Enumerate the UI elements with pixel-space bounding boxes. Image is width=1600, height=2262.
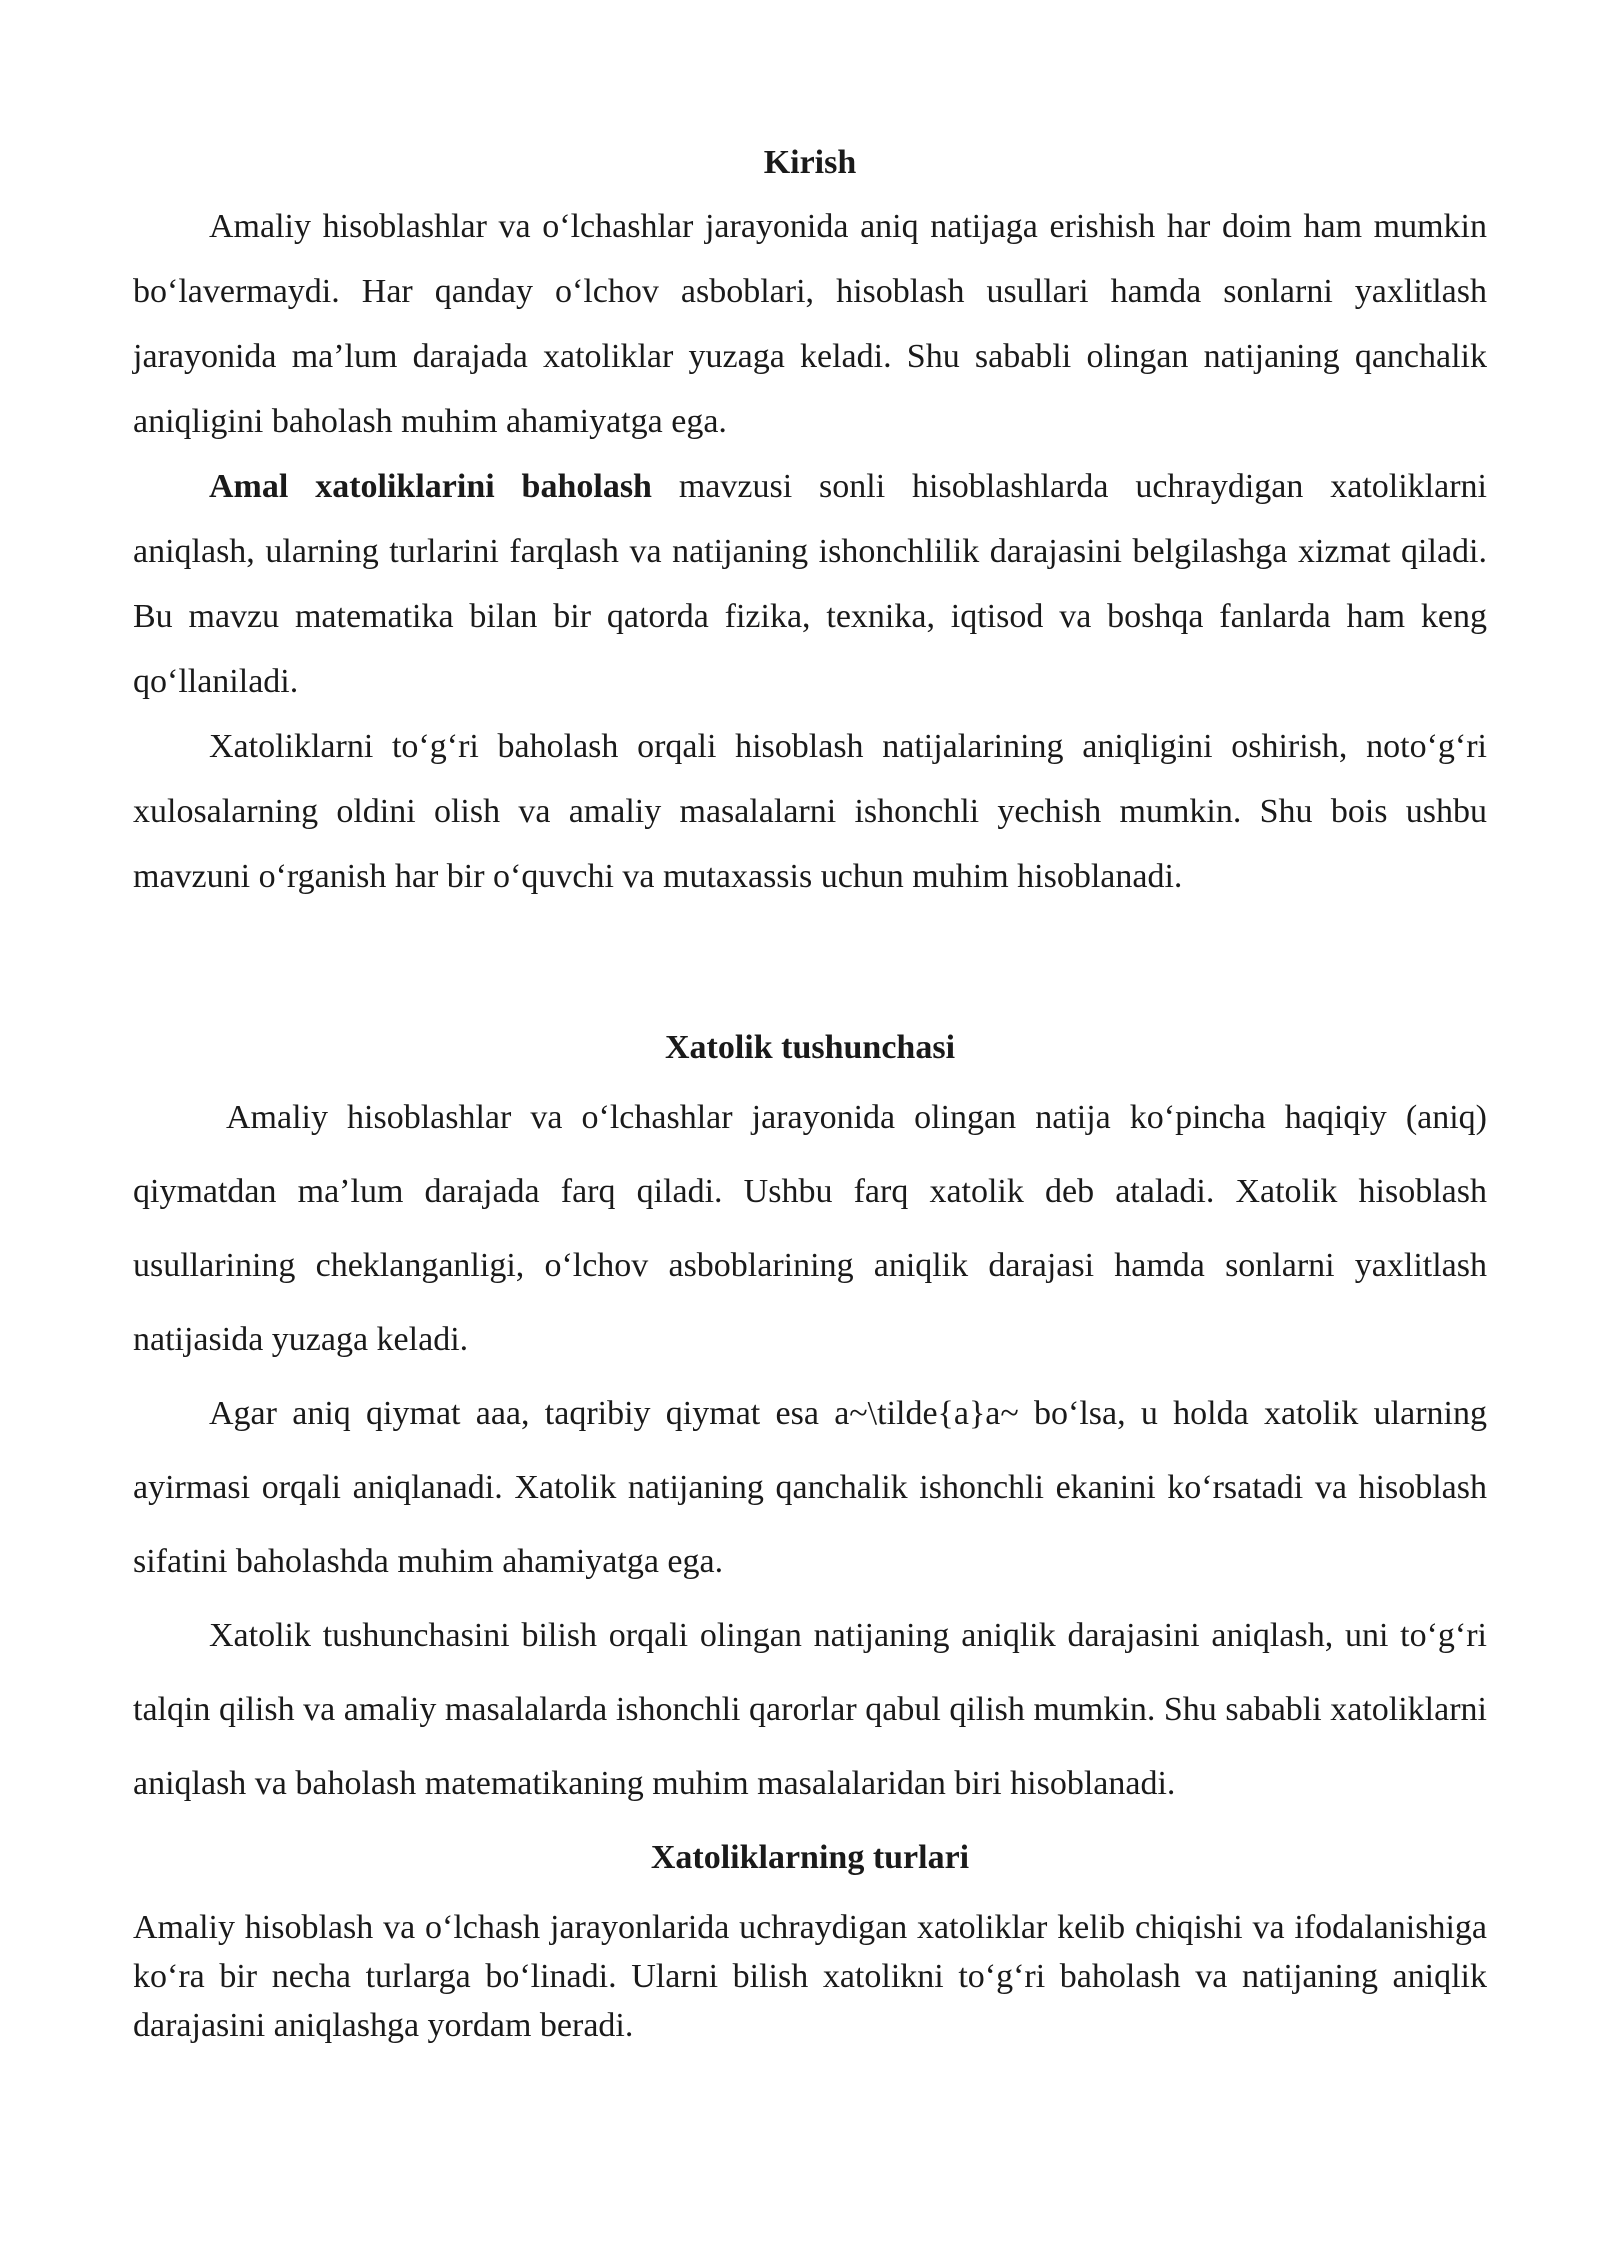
paragraph: Agar aniq qiymat aaa, taqribiy qiymat esa a~\tilde{a}a~ bo‘lsa, u holda xatolik ularning ayirmasi orqali aniqlanadi. Xatolik natijaning qanchalik ishonchli ekanini ko‘rsatadi va hisoblash sifatini baholashda muhim ahamiyatga ega. [133,1395,1487,1580]
section-heading: Xatolik tushunchasi [664,1029,956,1066]
section-heading: Xatoliklarning turlari [650,1839,970,1876]
paragraph: Xatoliklarni to‘g‘ri baholash orqali hisoblash natijalarining aniqligini oshirish, noto‘g‘ri xulosalarning oldini olish va amaliy masalalarni ishonchli yechish mumkin. Shu bois ushbu mavzuni o‘rganish har bir o‘quvchi va mutaxassis uchun muhim hisoblanadi. [133,728,1487,895]
paragraph-text: mavzusi sonli hisoblashlarda uchraydigan xatoliklarni aniqlash, ularning turlarini farqlash va natijaning ishonchlilik darajasini belgilashga xizmat qiladi. Bu mavzu matematika bilan bir qatorda fizika, texnika, iqtisod va boshqa fanlarda ham keng qo‘llaniladi. [133,468,1487,700]
paragraph [133,454,1487,714]
paragraph: Amaliy hisoblashlar va o‘lchashlar jarayonida olingan natija ko‘pincha haqiqiy (aniq) qiymatdan ma’lum darajada farq qiladi. Ushbu farq xatolik deb ataladi. Xatolik hisoblash usullarining cheklanganligi, o‘lchov asboblarining aniqlik darajasi hamda sonlarni yaxlitlash natijasida yuzaga keladi. [133,1099,1487,1358]
section-heading: Kirish [763,144,857,181]
document-body [133,138,1487,2050]
section-xatoliklarning-turlari [133,1833,1487,2050]
section-xatolik-tushunchasi [133,1023,1487,1821]
paragraph: Xatolik tushunchasini bilish orqali olingan natijaning aniqlik darajasini aniqlash, uni to‘g‘ri talqin qilish va amaliy masalalarda ishonchli qarorlar qabul qilish mumkin. Shu sababli xatoliklarni aniqlash va baholash matematikaning muhim masalalaridan biri hisoblanadi. [133,1617,1487,1802]
paragraph: Amaliy hisoblashlar va o‘lchashlar jarayonida aniq natijaga erishish har doim ham mumkin bo‘lavermaydi. Har qanday o‘lchov asboblari, hisoblash usullari hamda sonlarni yaxlitlash jarayonida ma’lum darajada xatoliklar yuzaga keladi. Shu sababli olingan natijaning qanchalik aniqligini baholash muhim ahamiyatga ega. [133,208,1487,440]
section-kirish [133,138,1487,909]
paragraph: Amaliy hisoblash va o‘lchash jarayonlarida uchraydigan xatoliklar kelib chiqishi va ifodalanishiga ko‘ra bir necha turlarga bo‘linadi. Ularni bilish xatolikni to‘g‘ri baholash va natijaning aniqlik darajasini aniqlashga yordam beradi. [133,1909,1487,2044]
bold-term: Amal xatoliklarini baholash [209,468,652,505]
